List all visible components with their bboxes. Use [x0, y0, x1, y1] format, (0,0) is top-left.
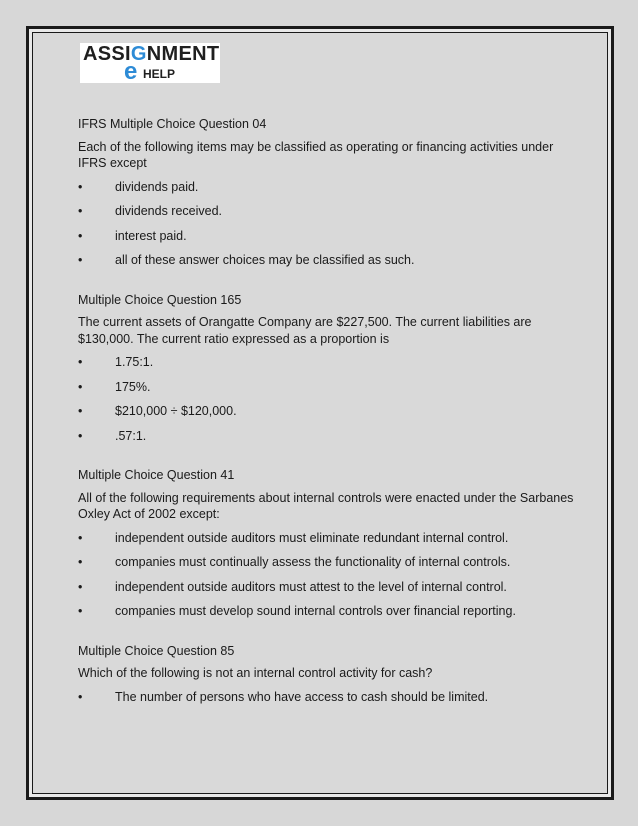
question-text: Each of the following items may be classified as operating or financing activities under IFRS except: [78, 139, 554, 170]
bullet: •: [78, 555, 83, 569]
answer-option: • .57:1.: [78, 428, 147, 443]
answer-option: • $210,000 ÷ $120,000.: [78, 404, 237, 418]
bullet: •: [78, 428, 83, 443]
question-text: Which of the following is not an internal control activity for cash?: [78, 666, 433, 680]
bullet: •: [78, 579, 83, 594]
question-title: Multiple Choice Question 85: [78, 643, 235, 658]
answer-option: • dividends paid.: [78, 179, 199, 194]
question-text: The current assets of Orangatte Company are $227,500. The current liabilities are $130,000. The current ratio expressed as a proportion is: [78, 315, 532, 346]
question-title: Multiple Choice Question 165: [78, 292, 242, 307]
bullet: •: [78, 379, 83, 394]
question-title: Multiple Choice Question 41: [78, 468, 235, 482]
answer-option: • companies must develop sound internal controls over financial reporting.: [78, 604, 516, 618]
question-block: [78, 643, 578, 706]
question-title: IFRS Multiple Choice Question 04: [78, 117, 267, 131]
question-list: [78, 116, 578, 728]
page-frame: [26, 26, 614, 800]
bullet: •: [78, 689, 83, 704]
answer-option: • companies must continually assess the functionality of internal controls.: [78, 555, 511, 569]
answer-option: • The number of persons who have access to cash should be limited.: [78, 689, 489, 704]
answer-option: • interest paid.: [78, 228, 187, 243]
answer-option: • 1.75:1.: [78, 355, 154, 369]
bullet: •: [78, 404, 83, 418]
page-area: [32, 32, 608, 794]
bullet: •: [78, 355, 83, 369]
bullet: •: [78, 604, 83, 618]
question-block: [78, 116, 578, 269]
bullet: •: [78, 179, 83, 194]
answer-option: • independent outside auditors must attest to the level of internal control.: [78, 579, 507, 594]
answer-option: • all of these answer choices may be classified as such.: [78, 253, 415, 267]
answer-option: • dividends received.: [78, 204, 223, 218]
question-block: [78, 292, 578, 445]
bullet: •: [78, 204, 83, 218]
bullet: •: [78, 228, 83, 243]
answer-option: • 175%.: [78, 379, 151, 394]
assignment-help-logo: ASSIGNMENT e HELP: [80, 43, 220, 83]
question-text: All of the following requirements about internal controls were enacted under the Sarbanes Oxley Act of 2002 except:: [78, 490, 574, 521]
bullet: •: [78, 253, 83, 267]
answer-option: • independent outside auditors must eliminate redundant internal control.: [78, 530, 509, 545]
question-block: [78, 467, 578, 620]
bullet: •: [78, 530, 83, 545]
